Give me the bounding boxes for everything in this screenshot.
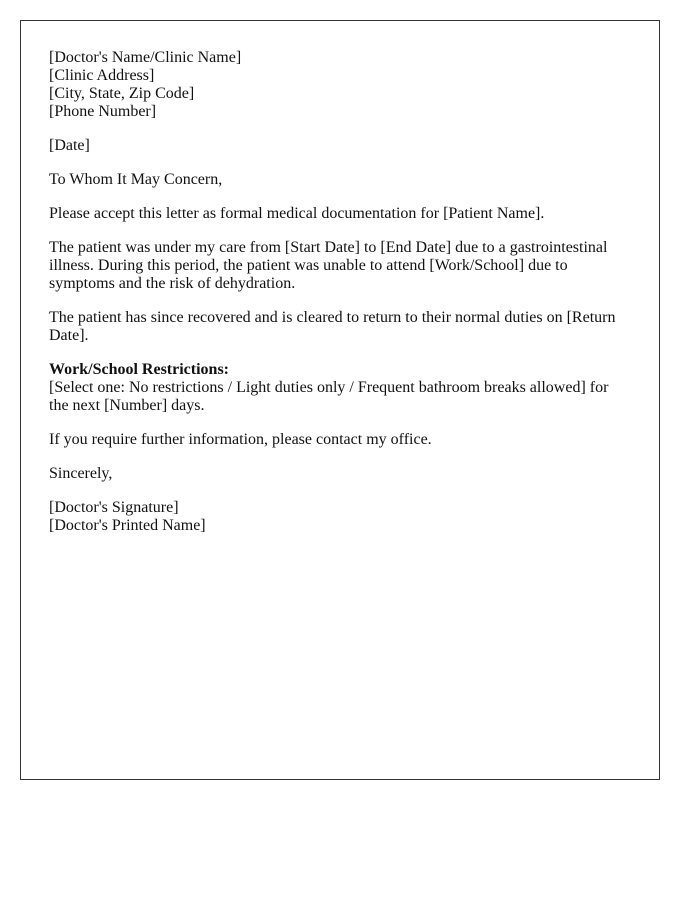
letter-date: [Date] [49,137,90,154]
restrictions-section [49,361,631,415]
return-to-duty-paragraph: The patient has since recovered and is cleared to return to their normal duties on [Return Date]. [49,309,616,344]
closing: Sincerely, [49,465,113,482]
doctor-signature: [Doctor's Signature] [49,499,179,516]
care-period-paragraph: The patient was under my care from [Start Date] to [End Date] due to a gastrointestinal illness. During this period, the patient was unable to attend [Work/School] due to symptoms and the risk of dehydration. [49,239,608,292]
sender-address-block [49,49,631,121]
doctor-printed-name: [Doctor's Printed Name] [49,517,206,534]
letter-page [20,20,660,780]
phone-number: [Phone Number] [49,103,157,120]
salutation: To Whom It May Concern, [49,171,223,188]
contact-paragraph: If you require further information, please contact my office. [49,431,432,448]
restrictions-text: [Select one: No restrictions / Light duties only / Frequent bathroom breaks allowed] for the next [Number] days. [49,379,609,414]
signature-block [49,499,631,535]
documentation-paragraph: Please accept this letter as formal medical documentation for [Patient Name]. [49,205,545,222]
clinic-address: [Clinic Address] [49,67,155,84]
restrictions-heading: Work/School Restrictions: [49,361,229,378]
doctor-clinic-name: [Doctor's Name/Clinic Name] [49,49,242,66]
city-state-zip: [City, State, Zip Code] [49,85,195,102]
